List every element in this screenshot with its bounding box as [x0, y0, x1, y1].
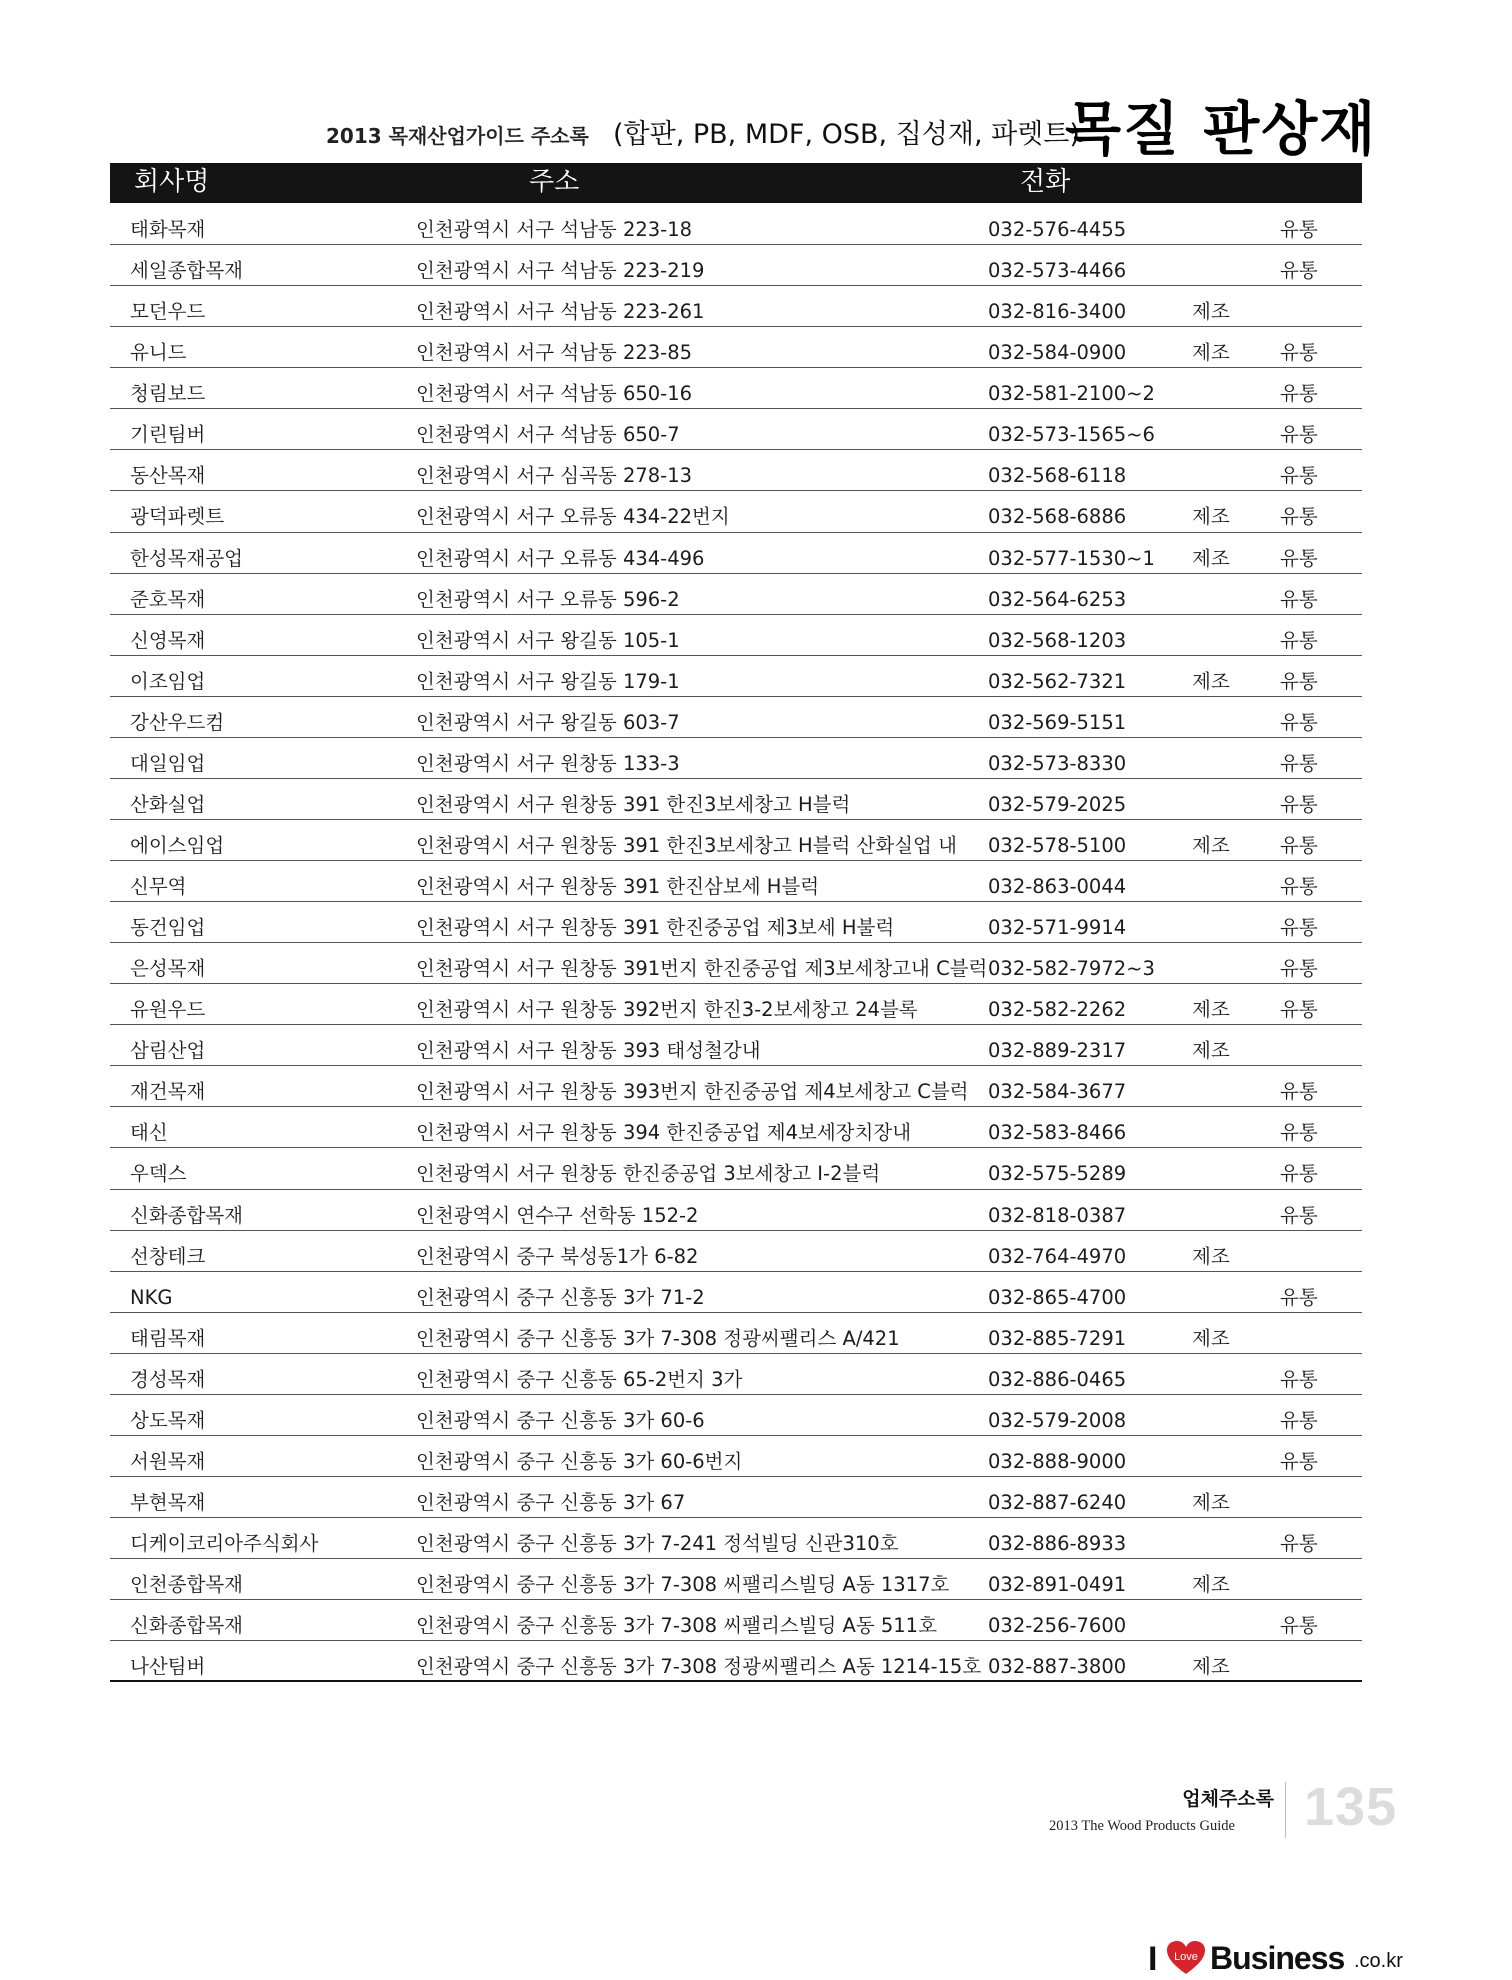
- table-row: [110, 820, 1362, 861]
- company-name-cell: 신화종합목재: [130, 1614, 244, 1638]
- category-list: (합판, PB, MDF, OSB, 집성재, 파렛트): [613, 119, 1080, 150]
- address-cell: 인천광역시 서구 석남동 650-16: [416, 382, 693, 406]
- phone-cell: 032-865-4700: [988, 1285, 1127, 1309]
- manufacture-tag: 제조: [1192, 1573, 1230, 1597]
- distribution-tag: 유통: [1280, 751, 1318, 775]
- manufacture-tag: 제조: [1192, 1326, 1230, 1350]
- company-name-cell: 나산팀버: [130, 1655, 206, 1679]
- phone-cell: 032-569-5151: [988, 710, 1127, 734]
- address-cell: 인천광역시 서구 오류동 434-496: [416, 546, 705, 570]
- table-row: [110, 1600, 1362, 1641]
- phone-cell: 032-581-2100~2: [988, 382, 1155, 406]
- distribution-tag: 유통: [1280, 1408, 1318, 1432]
- company-name-cell: 상도목재: [130, 1408, 206, 1432]
- brand-business: Business: [1210, 1940, 1345, 1976]
- company-name-cell: 신무역: [130, 875, 187, 898]
- distribution-tag: 유통: [1280, 1080, 1318, 1104]
- phone-cell: 032-562-7321: [988, 669, 1127, 693]
- distribution-tag: 유통: [1280, 546, 1318, 570]
- table-row: [110, 697, 1362, 738]
- table-row: [110, 943, 1362, 984]
- distribution-tag: 유통: [1280, 628, 1318, 652]
- distribution-tag: 유통: [1280, 669, 1318, 693]
- company-name-cell: 태림목재: [130, 1326, 206, 1350]
- brand-love: Love: [1174, 1951, 1198, 1963]
- phone-cell: 032-577-1530~1: [988, 546, 1155, 570]
- address-cell: 인천광역시 서구 석남동 223-261: [416, 300, 705, 324]
- manufacture-tag: 제조: [1192, 833, 1230, 857]
- company-name-cell: 한성목재공업: [130, 546, 244, 570]
- distribution-tag: 유통: [1280, 1614, 1318, 1638]
- heart-icon: [1166, 1940, 1206, 1976]
- table-row: [110, 1231, 1362, 1272]
- phone-cell: 032-579-2008: [988, 1408, 1127, 1432]
- phone-cell: 032-818-0387: [988, 1203, 1127, 1227]
- phone-cell: 032-582-7972~3: [988, 957, 1155, 981]
- address-cell: 인천광역시 서구 원창동 391번지 한진중공업 제3보세창고내 C블럭: [416, 957, 988, 981]
- phone-cell: 032-816-3400: [988, 300, 1127, 324]
- address-cell: 인천광역시 서구 왕길동 105-1: [416, 628, 680, 652]
- table-row: [110, 1190, 1362, 1231]
- manufacture-tag: 제조: [1192, 998, 1230, 1022]
- manufacture-tag: 제조: [1192, 1039, 1230, 1063]
- manufacture-tag: 제조: [1192, 546, 1230, 570]
- distribution-tag: 유통: [1280, 382, 1318, 406]
- phone-cell: 032-573-1565~6: [988, 423, 1155, 447]
- column-header-phone: 전화: [1020, 167, 1071, 197]
- address-cell: 인천광역시 서구 석남동 650-7: [416, 423, 680, 447]
- address-cell: 인천광역시 서구 왕길동 603-7: [416, 710, 680, 734]
- address-cell: 인천광역시 서구 원창동 393번지 한진중공업 제4보세창고 C블럭: [416, 1080, 969, 1104]
- table-row: [110, 984, 1362, 1025]
- table-row: [110, 1148, 1362, 1189]
- distribution-tag: 유통: [1280, 710, 1318, 734]
- table-row: [110, 368, 1362, 409]
- address-cell: 인천광역시 서구 원창동 393 태성철강내: [416, 1039, 761, 1063]
- table-row: [110, 1107, 1362, 1148]
- address-cell: 인천광역시 서구 원창동 391 한진3보세창고 H블럭 산화실업 내: [416, 833, 957, 857]
- phone-cell: 032-889-2317: [988, 1039, 1127, 1063]
- phone-cell: 032-583-8466: [988, 1121, 1127, 1145]
- address-cell: 인천광역시 서구 원창동 한진중공업 3보세창고 I-2블럭: [416, 1162, 881, 1186]
- company-name-cell: 동건임업: [130, 916, 206, 940]
- table-row: [110, 1641, 1362, 1682]
- company-name-cell: 부현목재: [130, 1490, 206, 1514]
- table-row: [110, 1025, 1362, 1066]
- distribution-tag: 유통: [1280, 792, 1318, 816]
- distribution-tag: 유통: [1280, 1285, 1318, 1309]
- company-name-cell: 에이스임업: [130, 833, 225, 857]
- address-cell: 인천광역시 서구 석남동 223-219: [416, 259, 705, 283]
- address-cell: 인천광역시 중구 신흥동 3가 71-2: [416, 1285, 705, 1309]
- phone-cell: 032-584-0900: [988, 341, 1127, 365]
- phone-cell: 032-256-7600: [988, 1614, 1127, 1638]
- distribution-tag: 유통: [1280, 464, 1318, 488]
- phone-cell: 032-568-1203: [988, 628, 1127, 652]
- address-cell: 인천광역시 서구 석남동 223-85: [416, 341, 693, 365]
- table-row: [110, 1436, 1362, 1477]
- table-row: [110, 1066, 1362, 1107]
- guide-title: 2013 목재산업가이드 주소록: [326, 124, 589, 148]
- company-name-cell: 신영목재: [130, 628, 206, 652]
- company-name-cell: 세일종합목재: [130, 259, 244, 283]
- phone-cell: 032-891-0491: [988, 1573, 1127, 1597]
- distribution-tag: 유통: [1280, 833, 1318, 857]
- table-row: [110, 574, 1362, 615]
- address-cell: 인천광역시 연수구 선학동 152-2: [416, 1203, 699, 1227]
- phone-cell: 032-576-4455: [988, 218, 1127, 241]
- table-header: [110, 163, 1362, 203]
- section-title: 목질 판상재: [1065, 95, 1378, 163]
- page-number: 135: [1304, 1777, 1398, 1837]
- company-name-cell: 기린팀버: [130, 423, 206, 447]
- company-name-cell: 광덕파렛트: [130, 505, 225, 529]
- table-row: [110, 861, 1362, 902]
- distribution-tag: 유통: [1280, 1121, 1318, 1145]
- table-row: [110, 1477, 1362, 1518]
- table-row: [110, 1354, 1362, 1395]
- company-name-cell: 모던우드: [130, 300, 206, 324]
- address-cell: 인천광역시 중구 신흥동 3가 7-308 정광씨팰리스 A/421: [416, 1326, 900, 1350]
- phone-cell: 032-564-6253: [988, 587, 1127, 611]
- table-row: [110, 1272, 1362, 1313]
- phone-cell: 032-887-3800: [988, 1655, 1127, 1679]
- manufacture-tag: 제조: [1192, 1490, 1230, 1514]
- table-row: [110, 615, 1362, 656]
- distribution-tag: 유통: [1280, 1203, 1318, 1227]
- phone-cell: 032-579-2025: [988, 792, 1127, 816]
- distribution-tag: 유통: [1280, 1449, 1318, 1473]
- table-row: [110, 450, 1362, 491]
- address-cell: 인천광역시 중구 신흥동 3가 67: [416, 1490, 686, 1514]
- table-row: [110, 533, 1362, 574]
- table-row: [110, 245, 1362, 286]
- address-cell: 인천광역시 서구 원창동 391 한진삼보세 H블럭: [416, 875, 820, 898]
- distribution-tag: 유통: [1280, 423, 1318, 447]
- distribution-tag: 유통: [1280, 957, 1318, 981]
- distribution-tag: 유통: [1280, 998, 1318, 1022]
- phone-cell: 032-863-0044: [988, 875, 1127, 898]
- distribution-tag: 유통: [1280, 875, 1318, 898]
- phone-cell: 032-568-6118: [988, 464, 1127, 488]
- address-cell: 인천광역시 중구 신흥동 3가 60-6: [416, 1408, 705, 1432]
- phone-cell: 032-571-9914: [988, 916, 1127, 940]
- company-name-cell: 경성목재: [130, 1367, 206, 1391]
- company-name-cell: 삼림산업: [130, 1039, 206, 1063]
- company-name-cell: 이조임업: [130, 669, 206, 693]
- address-cell: 인천광역시 서구 원창동 391 한진중공업 제3보세 H불럭: [416, 916, 895, 940]
- table-row: [110, 656, 1362, 697]
- phone-cell: 032-885-7291: [988, 1326, 1127, 1350]
- address-cell: 인천광역시 중구 북성동1가 6-82: [416, 1244, 699, 1268]
- phone-cell: 032-573-8330: [988, 751, 1127, 775]
- brand-i: I: [1148, 1940, 1158, 1978]
- company-name-cell: 준호목재: [130, 587, 206, 611]
- phone-cell: 032-578-5100: [988, 833, 1127, 857]
- table-row: [110, 327, 1362, 368]
- table-row: [110, 1518, 1362, 1559]
- phone-cell: 032-582-2262: [988, 998, 1127, 1022]
- footer-guide-name: 2013 The Wood Products Guide: [1049, 1818, 1235, 1834]
- phone-cell: 032-764-4970: [988, 1244, 1127, 1268]
- page-header: [110, 82, 1378, 163]
- address-cell: 인천광역시 중구 신흥동 65-2번지 3가: [416, 1367, 743, 1391]
- address-cell: 인천광역시 서구 석남동 223-18: [416, 218, 693, 241]
- table-row: [110, 1313, 1362, 1354]
- company-name-cell: 태화목재: [130, 218, 206, 241]
- column-header-company: 회사명: [134, 167, 210, 197]
- company-name-cell: 대일임업: [130, 751, 206, 775]
- phone-cell: 032-575-5289: [988, 1162, 1127, 1186]
- distribution-tag: 유통: [1280, 1367, 1318, 1391]
- company-name-cell: 신화종합목재: [130, 1203, 244, 1227]
- company-name-cell: 서원목재: [130, 1449, 206, 1473]
- company-name-cell: 은성목재: [130, 957, 206, 981]
- company-name-cell: NKG: [130, 1285, 173, 1309]
- manufacture-tag: 제조: [1192, 341, 1230, 365]
- address-cell: 인천광역시 서구 왕길동 179-1: [416, 669, 680, 693]
- manufacture-tag: 제조: [1192, 1244, 1230, 1268]
- phone-cell: 032-584-3677: [988, 1080, 1127, 1104]
- company-name-cell: 태신: [130, 1121, 168, 1145]
- address-cell: 인천광역시 서구 오류동 596-2: [416, 587, 680, 611]
- distribution-tag: 유통: [1280, 587, 1318, 611]
- table-row: [110, 409, 1362, 450]
- distribution-tag: 유통: [1280, 1532, 1318, 1555]
- manufacture-tag: 제조: [1192, 300, 1230, 324]
- address-cell: 인천광역시 중구 신흥동 3가 7-241 정석빌딩 신관310호: [416, 1532, 899, 1555]
- brand-tld: .co.kr: [1354, 1950, 1403, 1972]
- address-cell: 인천광역시 중구 신흥동 3가 7-308 씨팰리스빌딩 A동 511호: [416, 1614, 937, 1638]
- phone-cell: 032-886-8933: [988, 1532, 1127, 1555]
- distribution-tag: 유통: [1280, 341, 1318, 365]
- phone-cell: 032-568-6886: [988, 505, 1127, 529]
- table-row: [110, 779, 1362, 820]
- distribution-tag: 유통: [1280, 259, 1318, 283]
- distribution-tag: 유통: [1280, 218, 1318, 241]
- address-cell: 인천광역시 중구 신흥동 3가 60-6번지: [416, 1449, 743, 1473]
- company-name-cell: 유니드: [130, 341, 187, 365]
- footer-section-label: 업체주소록: [1182, 1788, 1274, 1810]
- company-table-body: [110, 204, 1362, 1682]
- company-name-cell: 디케이코리아주식회사: [130, 1532, 319, 1555]
- footer-divider: [1285, 1782, 1286, 1838]
- table-row: [110, 491, 1362, 532]
- company-name-cell: 유원우드: [130, 998, 206, 1022]
- table-row: [110, 204, 1362, 245]
- company-name-cell: 인천종합목재: [130, 1573, 244, 1597]
- distribution-tag: 유통: [1280, 916, 1318, 940]
- address-cell: 인천광역시 서구 원창동 394 한진중공업 제4보세장치장내: [416, 1121, 912, 1145]
- table-row: [110, 1395, 1362, 1436]
- table-row: [110, 286, 1362, 327]
- company-name-cell: 우덱스: [130, 1162, 187, 1186]
- address-cell: 인천광역시 서구 심곡동 278-13: [416, 464, 693, 488]
- phone-cell: 032-886-0465: [988, 1367, 1127, 1391]
- address-cell: 인천광역시 서구 원창동 392번지 한진3-2보세창고 24블록: [416, 998, 918, 1022]
- manufacture-tag: 제조: [1192, 1655, 1230, 1679]
- company-name-cell: 동산목재: [130, 464, 206, 488]
- address-cell: 인천광역시 서구 원창동 391 한진3보세창고 H블럭: [416, 792, 851, 816]
- table-row: [110, 902, 1362, 943]
- column-header-address: 주소: [529, 167, 580, 197]
- manufacture-tag: 제조: [1192, 669, 1230, 693]
- address-cell: 인천광역시 중구 신흥동 3가 7-308 정광씨팰리스 A동 1214-15호: [416, 1655, 982, 1679]
- company-name-cell: 강산우드컴: [130, 710, 225, 734]
- company-name-cell: 청림보드: [130, 382, 206, 406]
- address-cell: 인천광역시 중구 신흥동 3가 7-308 씨팰리스빌딩 A동 1317호: [416, 1573, 950, 1597]
- phone-cell: 032-573-4466: [988, 259, 1127, 283]
- address-cell: 인천광역시 서구 원창동 133-3: [416, 751, 680, 775]
- distribution-tag: 유통: [1280, 505, 1318, 529]
- phone-cell: 032-887-6240: [988, 1490, 1127, 1514]
- table-row: [110, 738, 1362, 779]
- manufacture-tag: 제조: [1192, 505, 1230, 529]
- address-cell: 인천광역시 서구 오류동 434-22번지: [416, 505, 730, 529]
- table-row: [110, 1559, 1362, 1600]
- phone-cell: 032-888-9000: [988, 1449, 1127, 1473]
- distribution-tag: 유통: [1280, 1162, 1318, 1186]
- company-name-cell: 재건목재: [130, 1080, 206, 1104]
- company-name-cell: 산화실업: [130, 792, 206, 816]
- company-name-cell: 선창테크: [130, 1244, 206, 1268]
